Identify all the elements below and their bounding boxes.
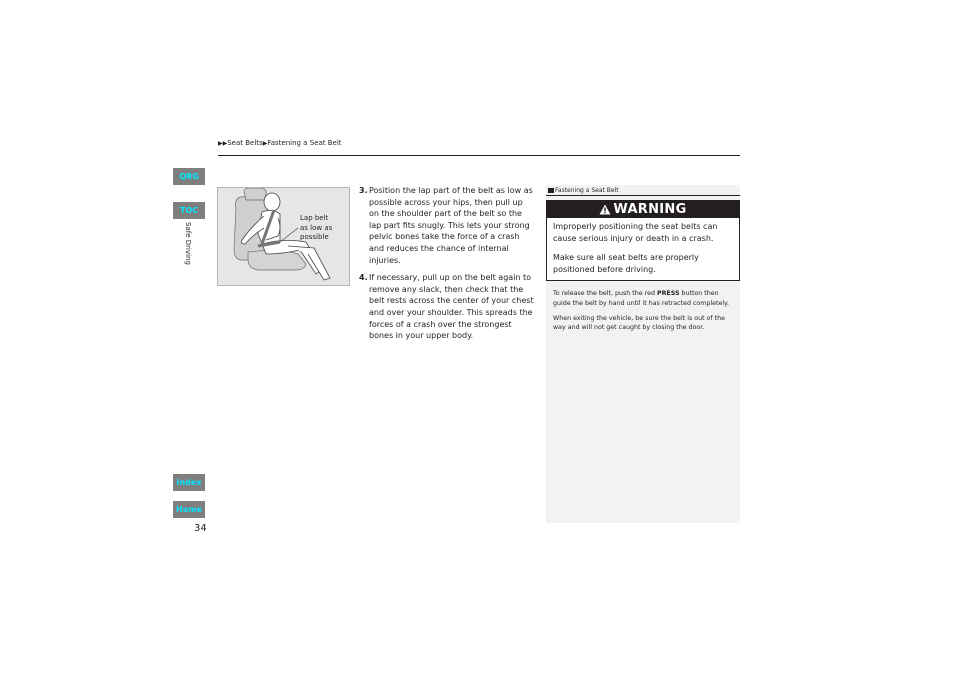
press-button-label: PRESS <box>656 290 680 297</box>
note-text: To release the belt, push the red <box>553 290 657 297</box>
sidebar-title[interactable] <box>546 185 740 196</box>
warning-paragraph: Make sure all seat belts are properly positioned before driving. <box>553 253 699 274</box>
qrg-button[interactable]: QRG <box>173 168 205 185</box>
toc-button[interactable]: TOC <box>173 202 205 219</box>
reference-icon <box>548 188 554 193</box>
warning-label: WARNING <box>613 202 687 217</box>
warning-paragraph: Improperly positioning the seat belts can cause serious injury or death in a crash. <box>553 222 718 243</box>
page-number: 34 <box>194 523 207 534</box>
warning-triangle-icon <box>599 204 611 215</box>
note-text: button then guide the belt by hand until it has retracted completely. <box>553 290 729 307</box>
sidebar-panel <box>546 185 740 523</box>
instruction-steps <box>359 185 535 348</box>
step-text: Position the lap part of the belt as low as possible across your hips, then pull up on the shoulder part of the belt so the lap part fits snugly. This lets your strong pelvic bones take the force of a crash and reduces the chance of internal injuries. <box>369 186 533 265</box>
breadcrumb-arrows: ▶▶ <box>218 140 228 147</box>
sidebar-title-text: Fastening a Seat Belt <box>555 187 619 194</box>
step-4 <box>359 272 535 342</box>
breadcrumb-link-seat-belts[interactable]: Seat Belts <box>227 139 263 147</box>
step-3 <box>359 185 535 266</box>
breadcrumb-current: Fastening a Seat Belt <box>267 139 342 147</box>
breadcrumb <box>218 139 342 147</box>
index-button[interactable]: Index <box>173 474 205 491</box>
warning-header <box>547 201 739 218</box>
step-number: 4. <box>359 273 368 283</box>
lap-belt-callout: Lap belt as low as possible <box>300 214 333 241</box>
exit-note: When exiting the vehicle, be sure the belt is out of the way and will not get caught by closing the door. <box>553 314 725 332</box>
release-note <box>553 289 735 309</box>
seat-belt-illustration <box>217 187 350 286</box>
sidebar-notes <box>553 289 735 338</box>
section-tab: Safe Driving <box>184 222 192 265</box>
home-button[interactable]: Home <box>173 501 205 518</box>
warning-box <box>546 200 740 281</box>
warning-text <box>547 218 739 275</box>
step-text: If necessary, pull up on the belt again to remove any slack, then check that the belt rests across the center of your chest and over your shoulder. This spreads the forces of a crash over the strongest bones in your upper body. <box>369 273 534 341</box>
breadcrumb-separator: ▶ <box>262 140 268 147</box>
step-number: 3. <box>359 186 368 195</box>
header-rule <box>218 155 740 156</box>
